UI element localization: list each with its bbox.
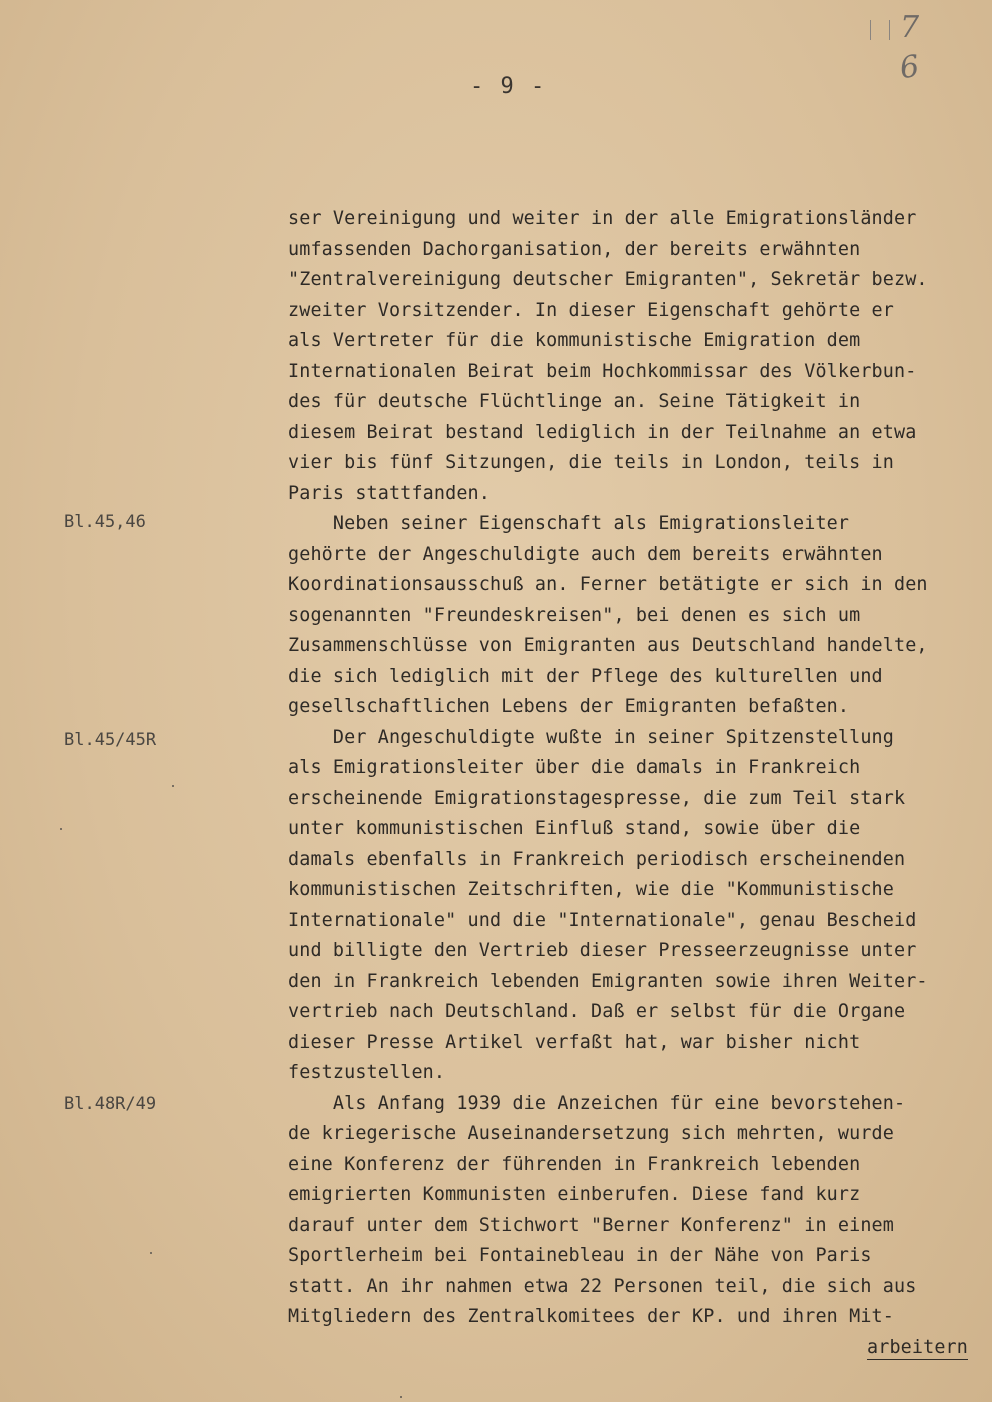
text-line: gehörte der Angeschuldigte auch dem bereits erwähnten [288, 543, 883, 565]
folio-tick-marks [870, 20, 890, 40]
page-number: - 9 - [470, 74, 547, 99]
text-line: ser Vereinigung und weiter in der alle Emigrationsländer [288, 208, 917, 229]
paper-speck [60, 828, 62, 830]
text-line: damals ebenfalls in Frankreich periodisch erscheinenden [288, 848, 906, 870]
paper-speck [150, 1252, 152, 1254]
text-line: Internationale" und die "Internationale", genau Bescheid [288, 909, 917, 931]
text-line: Zusammenschlüsse von Emigranten aus Deutschland handelte, [288, 635, 928, 656]
text-line: als Vertreter für die kommunistische Emigration dem [288, 330, 861, 351]
text-line: festzustellen. [288, 1062, 446, 1083]
text-line: dieser Presse Artikel verfaßt hat, war bisher nicht [288, 1031, 861, 1053]
text-line: statt. An ihr nahmen etwa 22 Personen teil, die sich aus [288, 1275, 917, 1297]
margin-reference: Bl.45/45R [64, 730, 157, 750]
text-line: diesem Beirat bestand lediglich in der Teilnahme an etwa [288, 421, 917, 443]
text-line: emigrierten Kommunisten einberufen. Diese fand kurz [288, 1184, 861, 1205]
margin-reference: Bl.48R/49 [64, 1094, 157, 1114]
text-line: Sportlerheim bei Fontainebleau in der Nähe von Paris [288, 1245, 872, 1266]
text-line: die sich lediglich mit der Pflege des kulturellen und [288, 665, 883, 687]
text-line: Koordinationsausschuß an. Ferner betätigte er sich in den [288, 574, 928, 595]
margin-reference: Bl.45,46 [64, 512, 146, 532]
text-line: vier bis fünf Sitzungen, die teils in London, teils in [288, 452, 894, 473]
text-line: vertrieb nach Deutschland. Daß er selbst für die Organe [288, 1001, 906, 1022]
text-line: den in Frankreich lebenden Emigranten sowie ihren Weiter- [288, 970, 928, 992]
text-line: Als Anfang 1939 die Anzeichen für eine bevorstehen- [288, 1092, 906, 1114]
text-line: eine Konferenz der führenden in Frankreich lebenden [288, 1153, 861, 1175]
catchword-line [288, 1333, 988, 1364]
text-line: zweiter Vorsitzender. In dieser Eigenschaft gehörte er [288, 299, 894, 321]
text-line: Internationalen Beirat beim Hochkommissar des Völkerbun- [288, 360, 917, 382]
folio-number-handwritten: 6 [897, 48, 922, 87]
text-line: erscheinende Emigrationstagespresse, die zum Teil stark [288, 787, 906, 809]
text-line: sogenannten "Freundeskreisen", bei denen es sich um [288, 604, 861, 626]
text-line: kommunistischen Zeitschriften, wie die "Kommunistische [288, 879, 894, 900]
text-line: Mitgliedern des Zentralkomitees der KP. und ihren Mit- [288, 1306, 894, 1327]
text-line: unter kommunistischen Einfluß stand, sowie über die [288, 818, 861, 839]
text-line: "Zentralvereinigung deutscher Emigranten", Sekretär bezw. [288, 269, 928, 290]
text-line: umfassenden Dachorganisation, der bereits erwähnten [288, 238, 861, 260]
text-line: Neben seiner Eigenschaft als Emigrationsleiter [288, 513, 850, 534]
text-line: und billigte den Vertrieb dieser Presseerzeugnisse unter [288, 940, 917, 961]
text-line: als Emigrationsleiter über die damals in Frankreich [288, 757, 861, 778]
paper-speck [400, 1396, 402, 1398]
text-line: gesellschaftlichen Lebens der Emigranten befaßten. [288, 696, 850, 717]
text-line: Der Angeschuldigte wußte in seiner Spitzenstellung [288, 726, 894, 748]
text-line: Paris stattfanden. [288, 482, 490, 504]
text-line: de kriegerische Auseinandersetzung sich mehrten, wurde [288, 1123, 894, 1144]
catchword: arbeitern [867, 1336, 968, 1358]
paper-speck [172, 785, 174, 787]
text-line: darauf unter dem Stichwort "Berner Konferenz" in einem [288, 1214, 894, 1236]
text-line: des für deutsche Flüchtlinge an. Seine Tätigkeit in [288, 391, 861, 412]
document-body [288, 204, 988, 1363]
folio-number-top: 7 [900, 10, 920, 45]
